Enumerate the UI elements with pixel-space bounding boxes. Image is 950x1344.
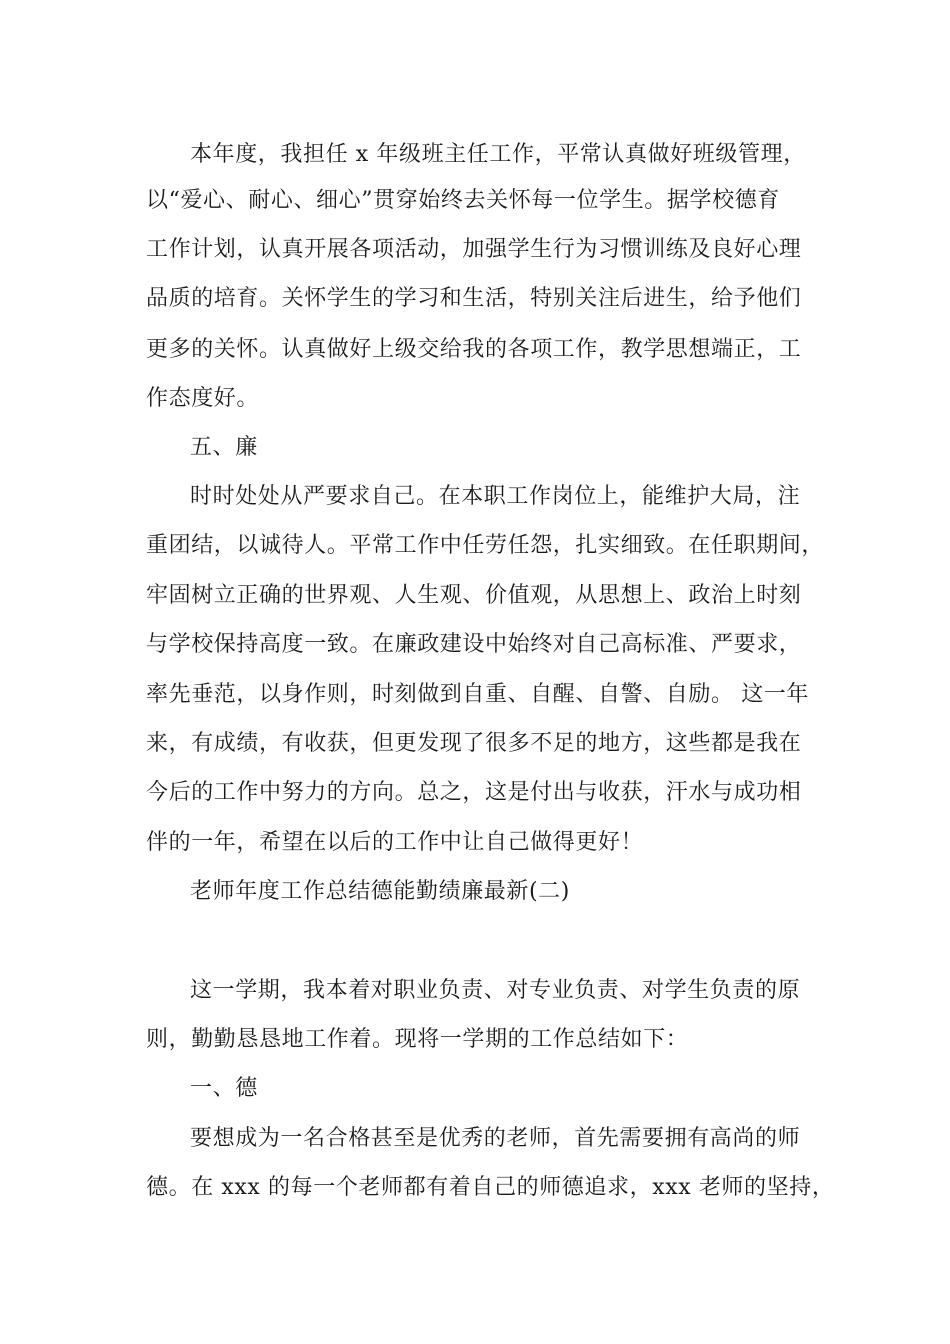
paragraph-line: 率先垂范，以身作则，时刻做到自重、自醒、自警、自励。 这一年 — [146, 682, 809, 707]
paragraph-line: 重团结，以诚待人。平常工作中任劳任怨，扎实细致。在任职期间， — [146, 533, 825, 558]
paragraph-line: 德。在 xxx 的每一个老师都有着自己的师德追求，xxx 老师的坚持， — [146, 1175, 835, 1200]
paragraph-line: 来，有成绩，有收获，但更发现了很多不足的地方，这些都是我在 — [146, 731, 802, 756]
paragraph-line: 与学校保持高度一致。在廉政建设中始终对自己高标准、严要求， — [146, 632, 802, 657]
paragraph-line: 作态度好。 — [146, 386, 260, 411]
paragraph-line: 时时处处从严要求自己。在本职工作岗位上，能维护大局，注 — [190, 484, 801, 509]
paragraph-line: 这一学期，我本着对职业负责、对专业负责、对学生负责的原 — [190, 978, 801, 1003]
paragraph-line: 牢固树立正确的世界观、人生观、价值观，从思想上、政治上时刻 — [146, 583, 802, 608]
paragraph-line: 本年度，我担任 x 年级班主任工作，平常认真做好班级管理， — [190, 142, 806, 167]
section-heading: 五、廉 — [190, 435, 258, 460]
paragraph-line: 伴的一年，希望在以后的工作中让自己做得更好！ — [146, 830, 644, 855]
section-heading: 一、德 — [190, 1076, 258, 1101]
paragraph-line: 要想成为一名合格甚至是优秀的老师，首先需要拥有高尚的师 — [190, 1126, 801, 1151]
paragraph-line: 品质的培育。关怀学生的学习和生活，特别关注后进生，给予他们 — [146, 286, 802, 311]
paragraph-line: 更多的关怀。认真做好上级交给我的各项工作，教学思想端正，工 — [146, 337, 802, 362]
paragraph-line: 工作计划，认真开展各项活动，加强学生行为习惯训练及良好心理 — [146, 237, 802, 262]
document-subtitle: 老师年度工作总结德能勤绩廉最新(二) — [190, 879, 570, 904]
paragraph-line: 则，勤勤恳恳地工作着。现将一学期的工作总结如下： — [146, 1027, 689, 1052]
paragraph-line: 今后的工作中努力的方向。总之，这是付出与收获，汗水与成功相 — [146, 780, 802, 805]
paragraph-line: 以“爱心、耐心、细心”贯穿始终去关怀每一位学生。据学校德育 — [146, 188, 780, 213]
